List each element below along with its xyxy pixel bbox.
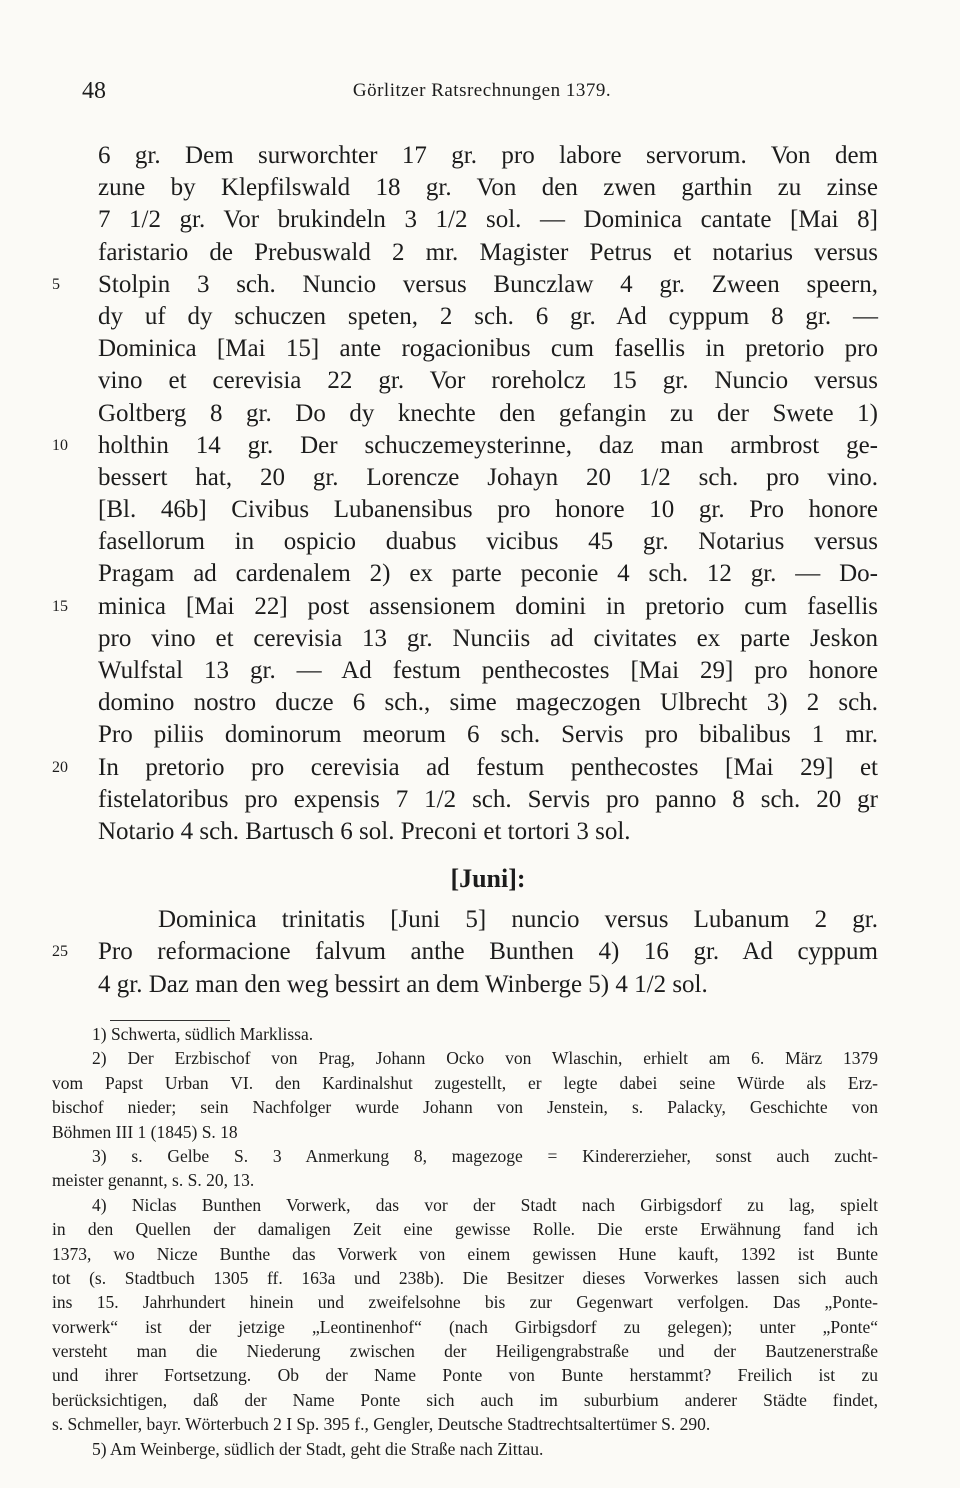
footnote-line: tot (s. Stadtbuch 1305 ff. 163a und 238b). Die Besitzer dieses Vorwerkes lassen sich auch: [52, 1267, 878, 1288]
line-text: minica [Mai 22] post assensionem domini in pretorio cum fasellis: [98, 592, 878, 620]
text-line: [98, 172, 878, 204]
line-text: 7 1/2 gr. Vor brukindeln 3 1/2 sol. — Dominica cantate [Mai 8]: [98, 206, 878, 234]
text-line: [98, 655, 878, 687]
line-text: vino et cerevisia 22 gr. Vor roreholcz 15 gr. Nuncio versus: [98, 367, 878, 395]
footnote-line: und ihrer Fortsetzung. Ob der Name Ponte von Bunte herstammt? Freilich ist zu: [52, 1365, 878, 1386]
footnote-line: Böhmen III 1 (1845) S. 18: [52, 1121, 238, 1142]
footnote-line: 3) s. Gelbe S. 3 Anmerkung 8, magezoge = Kindererzieher, sonst auch zucht-: [92, 1145, 878, 1166]
section-heading: [Juni]:: [450, 864, 526, 894]
body-text: [52, 140, 878, 1001]
footnote-line: s. Schmeller, bayr. Wörterbuch 2 I Sp. 395 f., Gengler, Deutsche Stadtrechtsaltertümer S. 290.: [52, 1414, 711, 1435]
line-text: holthin 14 gr. Der schuczemeysterinne, daz man armbrost ge-: [98, 431, 878, 459]
text-line: [98, 301, 878, 333]
line-text: Pro piliis dominorum meorum 6 sch. Servis pro bibalibus 1 mr.: [98, 721, 878, 749]
line-text: In pretorio pro cerevisia ad festum penthecostes [Mai 29] et: [98, 753, 878, 781]
line-text: Dominica [Mai 15] ante rogacionibus cum fasellis in pretorio pro: [98, 335, 878, 363]
footnote-line: meister genannt, s. S. 20, 13.: [52, 1170, 255, 1191]
body-lines: [52, 140, 878, 848]
text-line: [52, 269, 878, 301]
footnotes: [52, 1022, 878, 1461]
footnote-line: 2) Der Erzbischof von Prag, Johann Ocko von Wlaschin, erhielt am 6. März 1379: [92, 1048, 878, 1069]
line-text: fasellorum in ospicio duabus vicibus 45 gr. Notarius versus: [98, 528, 878, 556]
body-lines-june: [52, 904, 878, 1001]
line-number: 5: [52, 275, 60, 293]
line-text: bessert hat, 20 gr. Lorencze Johayn 20 1/2 sch. pro vino.: [98, 463, 878, 491]
text-line: [98, 904, 878, 936]
line-text: Goltberg 8 gr. Do dy knechte den gefangin zu der Swete 1): [98, 399, 878, 427]
line-number: 20: [52, 758, 68, 776]
line-text: Pragam ad cardenalem 2) ex parte peconie 4 sch. 12 gr. — Do-: [98, 560, 878, 588]
text-line: [52, 430, 878, 462]
text-line: [98, 365, 878, 397]
line-text: [Bl. 46b] Civibus Lubanensibus pro honore 10 gr. Pro honore: [98, 496, 878, 524]
text-line: [98, 237, 878, 269]
footnote-line: berücksichtigen, daß der Name Ponte sich auch im suburbium anderer Städte findet,: [52, 1389, 878, 1410]
line-text: faristario de Prebuswald 2 mr. Magister Petrus et notarius versus: [98, 238, 878, 266]
line-text: fistelatoribus pro expensis 7 1/2 sch. Servis pro panno 8 sch. 20 gr: [98, 785, 878, 813]
line-text: Notario 4 sch. Bartusch 6 sol. Preconi et tortori 3 sol.: [98, 817, 631, 845]
line-text: domino nostro ducze 6 sch., sime mageczogen Ulbrecht 3) 2 sch.: [98, 689, 878, 717]
text-line: [98, 816, 878, 848]
line-text: zune by Klepfilswald 18 gr. Von den zwen garthin zu zinse: [98, 174, 878, 202]
text-line: [98, 784, 878, 816]
footnote-line: in den Quellen der damaligen Zeit eine gewisse Rolle. Die erste Erwähnung fand ich: [52, 1219, 878, 1240]
line-text: 6 gr. Dem surworchter 17 gr. pro labore servorum. Von dem: [98, 142, 878, 169]
text-line: [98, 462, 878, 494]
line-text: dy uf dy schuczen speten, 2 sch. 6 gr. Ad cyppum 8 gr. —: [98, 302, 878, 330]
footnote-line: 1373, wo Nicze Bunthe das Vorwerk von einem gewissen Hune kauft, 1392 ist Bunte: [52, 1243, 878, 1264]
running-title: Görlitzer Ratsrechnungen 1379.: [352, 80, 612, 101]
line-number: 15: [52, 597, 68, 615]
text-line: [98, 719, 878, 751]
text-line: [98, 623, 878, 655]
footnote-line: ins 15. Jahrhundert hinein und zweifelsohne bis zur Gegenwart verfolgen. Das „Ponte-: [52, 1292, 878, 1313]
footnote-line: bischof nieder; sein Nachfolger wurde Johann von Jenstein, s. Palacky, Geschichte von: [52, 1097, 878, 1118]
line-number: 10: [52, 436, 68, 454]
text-line: [98, 969, 878, 1001]
page-header: [82, 78, 882, 108]
line-text: 4 gr. Daz man den weg bessirt an dem Winberge 5) 4 1/2 sol.: [98, 970, 708, 998]
line-text: Pro reformacione falvum anthe Bunthen 4) 16 gr. Ad cyppum: [98, 938, 878, 966]
text-line: [98, 558, 878, 590]
footnote-line: versteht man die Niederung zwischen der Heiligengrabstraße und der Bautzenerstraße: [52, 1341, 878, 1362]
text-line: [98, 398, 878, 430]
text-line: [98, 204, 878, 236]
footnote-line: vom Papst Urban VI. den Kardinalshut zugestellt, er legte dabei seine Würde als Erz-: [52, 1072, 878, 1093]
footnote-divider: [110, 1020, 230, 1021]
line-text: Stolpin 3 sch. Nuncio versus Bunczlaw 4 gr. Zween speern,: [98, 270, 878, 298]
footnote-line: vorwerk“ ist der jetzige „Leontinenhof“ (nach Girbigsdorf zu gelegen); unter „Ponte“: [52, 1316, 878, 1337]
text-line: [98, 687, 878, 719]
line-text: Wulfstal 13 gr. — Ad festum penthecostes [Mai 29] pro honore: [98, 657, 878, 684]
text-line: [52, 752, 878, 784]
text-line: [98, 140, 878, 172]
line-number: 25: [52, 943, 68, 961]
footnote-line: 5) Am Weinberge, südlich der Stadt, geht die Straße nach Zittau.: [92, 1438, 544, 1459]
text-line: [98, 333, 878, 365]
footnote-line: 1) Schwerta, südlich Marklissa.: [92, 1024, 314, 1044]
footnote-line: 4) Niclas Bunthen Vorwerk, das vor der Stadt nach Girbigsdorf zu lag, spielt: [92, 1194, 878, 1215]
text-line: [98, 526, 878, 558]
text-line: [98, 494, 878, 526]
line-text: pro vino et cerevisia 13 gr. Nunciis ad civitates ex parte Jeskon: [98, 624, 878, 652]
text-line: [52, 936, 878, 968]
page-number: 48: [82, 78, 106, 104]
text-line: [52, 591, 878, 623]
line-text: Dominica trinitatis [Juni 5] nuncio versus Lubanum 2 gr.: [158, 906, 878, 934]
